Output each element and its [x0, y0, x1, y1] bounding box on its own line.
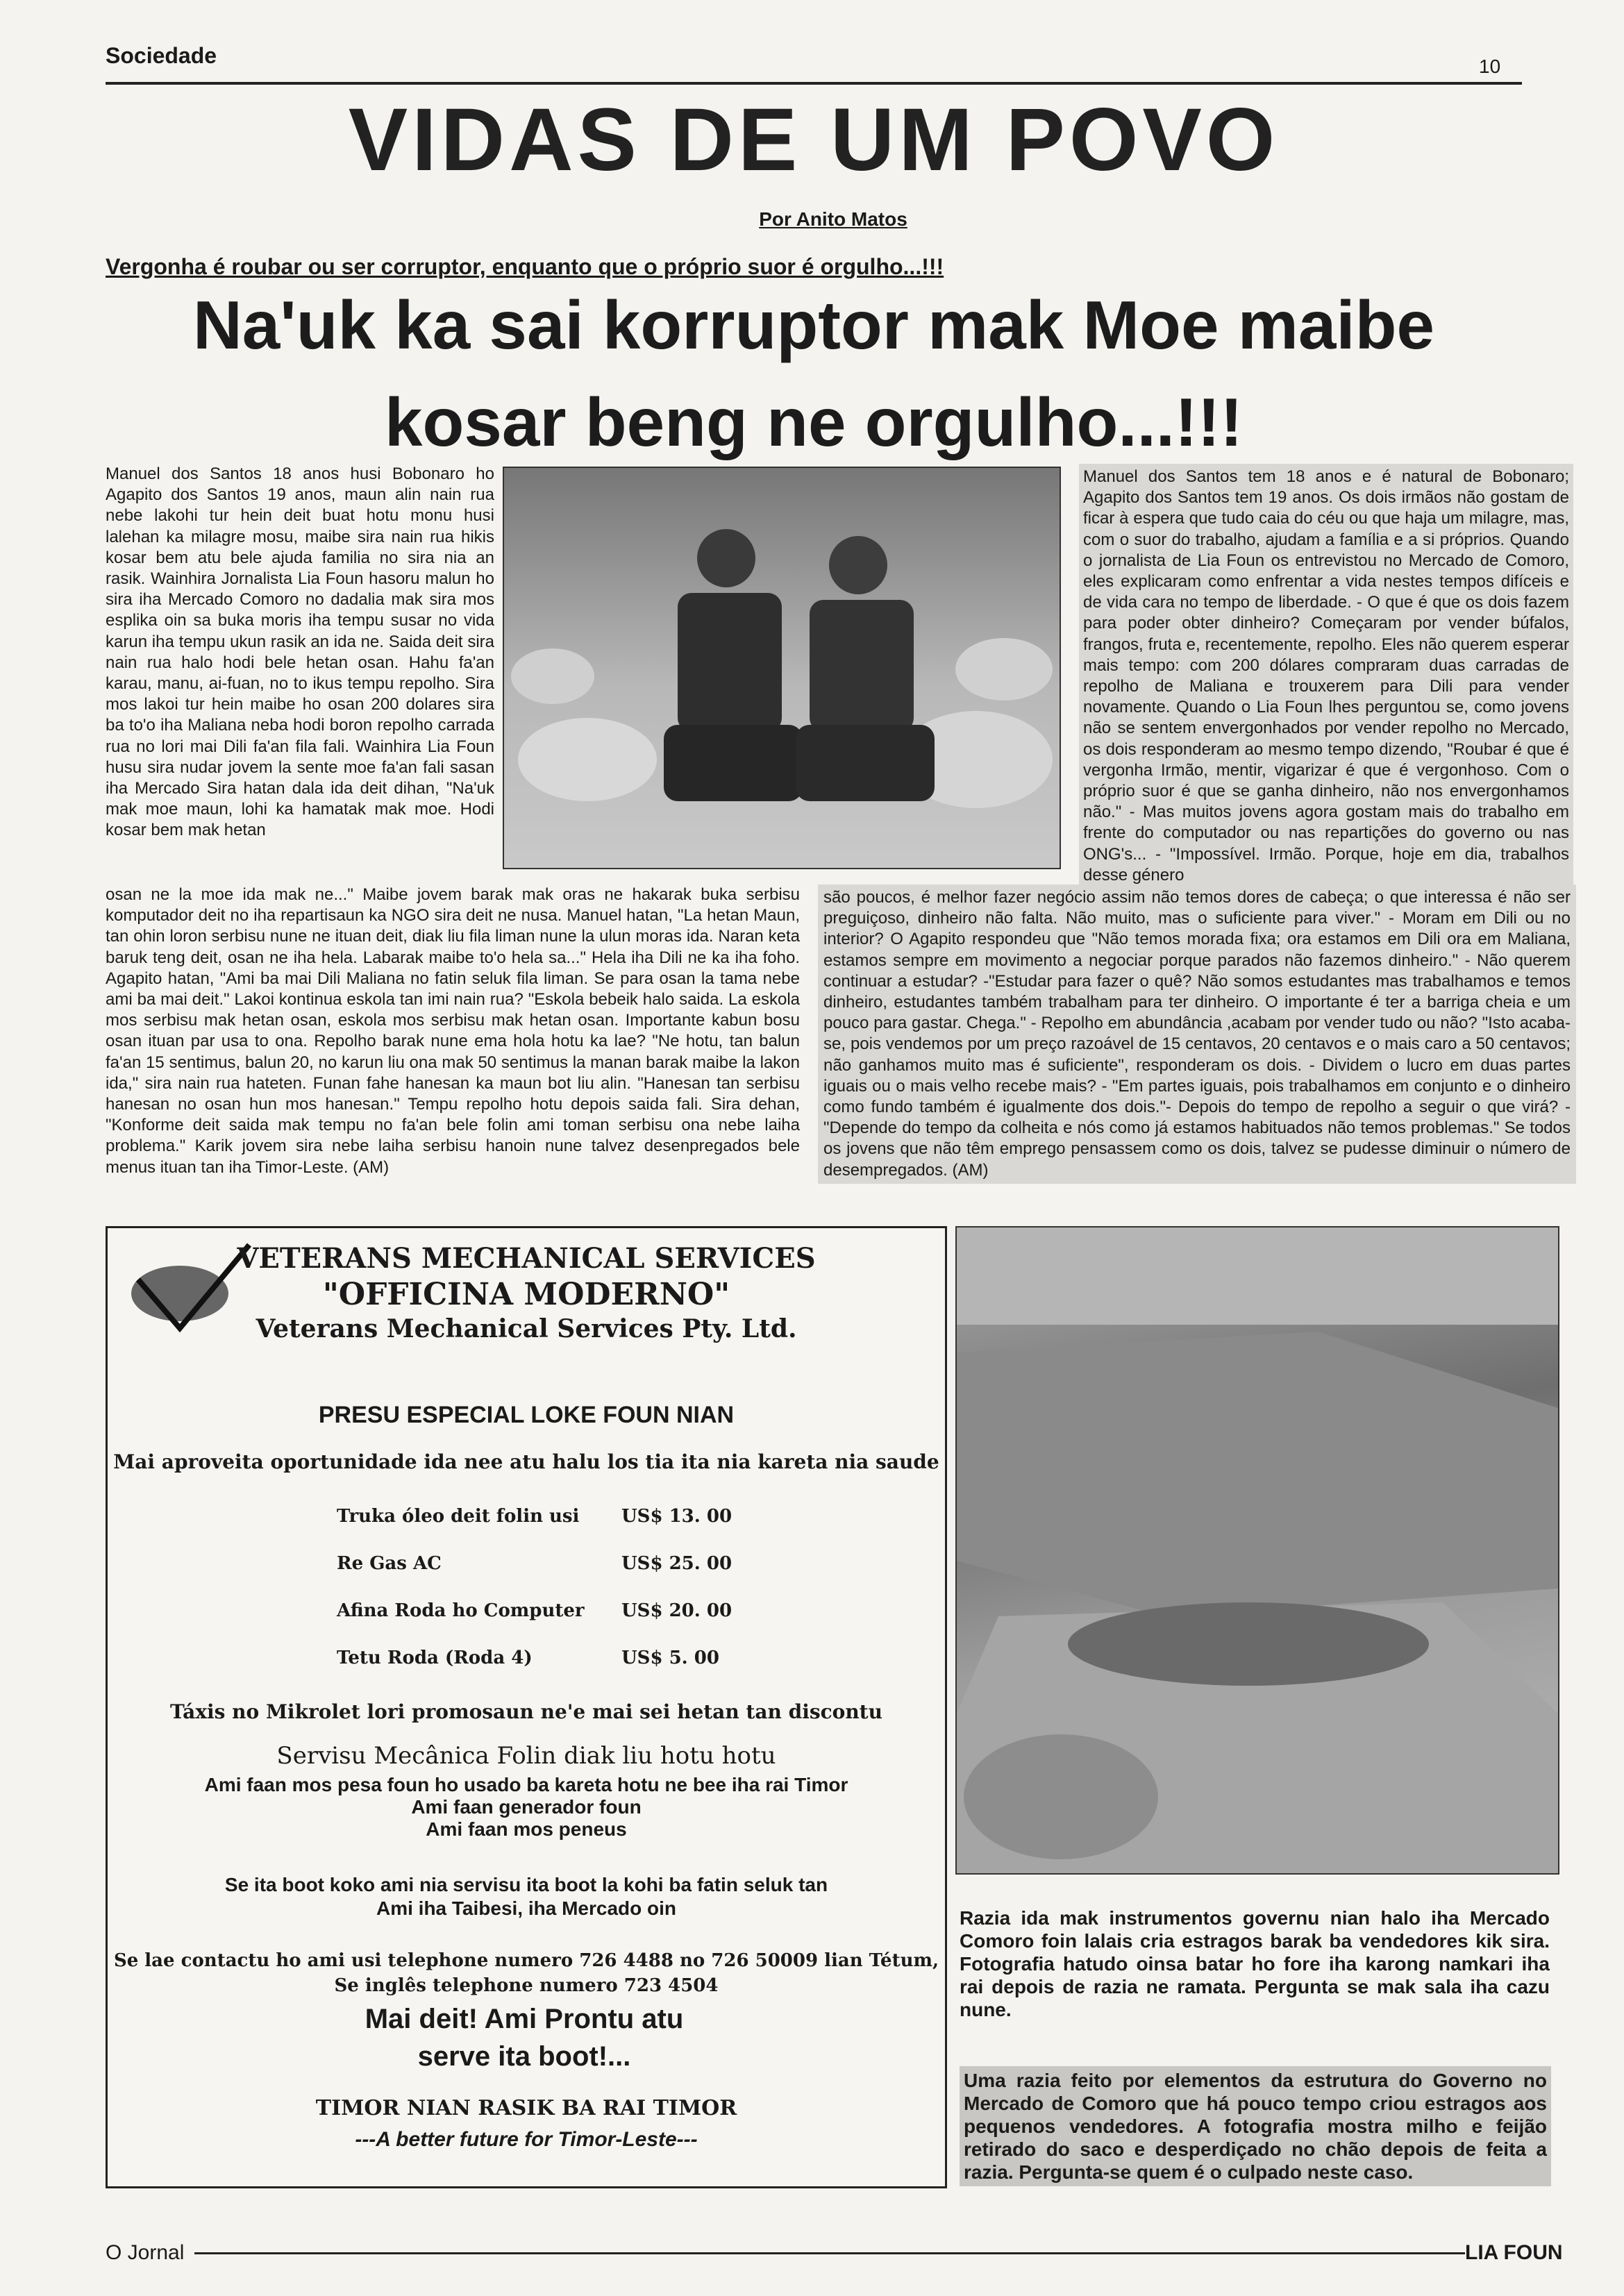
ad-location-2: Ami iha Taibesi, iha Mercado oin [376, 1897, 677, 1919]
header-rule [106, 82, 1522, 85]
main-headline: Na'uk ka sai korruptor mak Moe maibe kosar beng ne orgulho...!!! [193, 287, 1434, 460]
ad-title-2: "OFFICINA MODERNO" [322, 1277, 730, 1312]
tetum-article-part1: Manuel dos Santos 18 anos husi Bobonaro ho Agapito dos Santos 19 anos, maun alin nain rua nebe lakohi tur hein deit buat hotu monu husi lalehan ka milagre mosu, maibe sira nain rua hikis kosar bem atu bele ajuda familia no sira nia an rasik. Wainhira Jornalista Lia Foun hasoru malun ho sira iha Mercado Comoro no dadalia mak sira mos esplika oin sa buka moris iha tempu susar no vida karun iha tempu ukun rasik an ida ne. Saida deit sira nain rua halo hodi bele hetan osan. Hahu fa'an karau, manu, ai-fuan, no to ikus tempu repolho. Sira mos lakoi tur hein maibe ho osan 200 dolares sira ba to'o iha Maliana neba hodi boron repolho carrada rua no lori mai Dili fa'an fila fali. Wainhira Lia Foun husu sira nudar jovem la sente moe fa'an fali sasan iha Mercado Sira hatan dala ida deit dihan, "Na'uk mak moe maun, lohi ka hamatak mak moe. Hodi kosar bem mak hetan [106, 464, 494, 840]
ad-line-2: Ami faan generador foun [411, 1796, 642, 1818]
photo-illustration [504, 468, 1060, 868]
ad-service: Servisu Mecânica Folin diak liu hotu hotu [276, 1742, 776, 1770]
ad-special: PRESU ESPECIAL LOKE FOUN NIAN [318, 1402, 735, 1428]
ad-contact-2: Se inglês telephone numero 723 4504 [334, 1975, 719, 1996]
price-item: Afina Roda ho Computer [337, 1600, 585, 1621]
ad-line-1: Ami faan mos pesa foun ho usado ba kareta hotu ne bee iha rai Timor [204, 1774, 848, 1795]
price-item: Re Gas AC [337, 1553, 442, 1574]
ad-location-1: Se ita boot koko ami nia servisu ita boot la kohi ba fatin seluk tan [224, 1874, 828, 1895]
footer-right: LIA FOUN [1465, 2241, 1563, 2264]
byline: Por Anito Matos [759, 208, 907, 230]
ad-tagline-1: TIMOR NIAN RASIK BA RAI TIMOR [315, 2096, 737, 2120]
price-value: US$ 25. 00 [621, 1553, 733, 1574]
portuguese-article-part2: são poucos, é melhor fazer negócio assim não temos dores de cabeça; o que interessa é não ser preguiçoso, dinheiro não falta. Não muito, mas o suficiente para viver." - Moram em Dili ou no interior? O Agapito respondeu que "Não temos morada fixa; ora estamos em Dili ora em Maliana, estamos sempre em movimento a negociar porque parados não fazemos dinheiro." - Não querem continuar a estudar? -"Estudar para fazer o quê? Não somos estudantes mas trabalhamos e temos dinheiro, estudantes também trabalham para ter dinheiro. O importante é ter a barriga cheia e um pouco para gastar. Chega." - Repolho em abundância ,acabam por vender tudo ou não? "Isto acaba-se, pois vendemos por um preço razoável de 15 centavos, 20 centavos e o mais caro a 50 centavos; não ganhamos muito mas é suficiente", responderam os dois. - Dividem o lucro em duas partes iguais ou o mais velho recebe mais? - "Em partes iguais, pois trabalhamos em conjunto e o dinheiro como fundo também é igualmente dos dois."- Depois do tempo de repolho a seguir o que virá? - "Depende do tempo da colheita e nós como já estamos habituados não temos problemas." Se todos os jovens que não têm emprego pensassem como os dois, talvez se pudesse diminuir o número de desempregados. (AM) [818, 885, 1576, 1184]
ad-cta: Mai deit! Ami Prontu atu serve ita boot!... [365, 2004, 684, 2072]
section-label: Sociedade [106, 43, 217, 68]
page-number: 10 [1479, 56, 1501, 77]
ad-line-3: Ami faan mos peneus [426, 1818, 627, 1840]
ad-taxis: Táxis no Mikrolet lori promosaun ne'e mai sei hetan tan discontu [170, 1700, 882, 1723]
photo-illustration [957, 1227, 1558, 1873]
photo-two-young-men [503, 467, 1061, 869]
photo-caption-tetum: Razia ida mak instrumentos governu nian halo iha Mercado Comoro foin lalais cria estragos barak ba vendedores kik sira. Fotografia hatudo oinsa batar ho fore iha karong namkari iha rai depois de razia ne ramata. Pergunta se mak sala iha cazu nune. [960, 1907, 1550, 2020]
subheadline: Vergonha é roubar ou ser corruptor, enquanto que o próprio suor é orgulho...!!! [106, 254, 944, 279]
price-value: US$ 5. 00 [621, 1648, 719, 1668]
ad-tagline-2: ---A better future for Timor-Leste--- [355, 2128, 698, 2151]
photo-market-raid [955, 1226, 1559, 1875]
price-item: Tetu Roda (Roda 4) [337, 1648, 533, 1668]
ad-contact-1: Se lae contactu ho ami usi telephone numero 726 4488 no 726 50009 lian Tétum, [113, 1950, 939, 1971]
ad-title-3: Veterans Mechanical Services Pty. Ltd. [256, 1314, 797, 1343]
price-item: Truka óleo deit folin usi [337, 1506, 580, 1527]
tetum-article-part2: osan ne la moe ida mak ne..." Maibe jovem barak mak oras ne hakarak buka serbisu komputador deit no iha repartisaun ka NGO sira deit ne nusa. Manuel hatan, "La hetan Maun, tan ohin loron serbisu nune ne ituan deit, diak liu fila liman nune la ulun moras ida. Naran keta baruk teng deit, osan ne iha hela. Labarak maibe to'o hela sa..." Hela iha Dili ne ka iha foho. Agapito hatan, "Ami ba mai Dili Maliana no fatin seluk fila liman. Se para osan la tama nebe ami ba mai deit." Lakoi kontinua eskola tan imi nain rua? "Eskola bebeik halo saida. La eskola mos serbisu mak hetan osan, eskola mos serbisu mak hetan osan. Importante kabun bosu osan ituan par usa to ona. Repolho barak nune ema hola hotu ka lae? "Ne hotu, tan balun fa'an 15 sentimus, balun 20, no karun liu ona mak 50 sentimus la manan barak maibe la lakon ida," sira nain rua hateten. Funan fahe hanesan ka maun bot liu alin. "Hanesan tan serbisu hanesan no osan hun mos hanesan." Tempu repolho hotu depois saida fali. Sira dehan, "Konforme deit saida mak tempu no fa'an bele folin ami toman serbisu ona nebe laiha problema." Karik jovem sira nebe laiha serbisu hanoin nune talvez desenpregados bele menus ituan tan iha Timor-Leste. (AM) [106, 885, 800, 1177]
page-headline: VIDAS DE UM POVO [348, 90, 1280, 190]
photo-caption-portuguese: Uma razia feito por elementos da estrutura do Governo no Mercado de Comoro que há pouco tempo criou estragos aos pequenos vendedores. A fotografia mostra milho e feijão retirado do saco e desperdiçado no chão depois de feita a razia. Pergunta-se quem é o culpado neste caso. [960, 2066, 1551, 2186]
advertisement-box [106, 1226, 947, 2188]
price-value: US$ 20. 00 [621, 1600, 733, 1621]
footer-rule [194, 2252, 1465, 2254]
ad-invite: Mai aproveita oportunidade ida nee atu halu los tia ita nia kareta nia saude [113, 1450, 939, 1473]
ad-title-1: VETERANS MECHANICAL SERVICES [237, 1242, 816, 1275]
portuguese-article-part1: Manuel dos Santos tem 18 anos e é natural de Bobonaro; Agapito dos Santos tem 19 anos. Os dois irmãos não gostam de ficar à espera que tudo caia do céu ou que haja um milagre, mas, com o suor do trabalho, ajudam a família e a si próprios. Quando o jornalista de Lia Foun os entrevistou no Mercado de Comoro, eles explicaram como enfrentar a vida nestes tempos difíceis e de vida cara no tempo de liberdade. - O que é que os dois fazem para poder obter dinheiro? Começaram por vender búfalos, frangos, fruta e, recentemente, repolho. Eles não querem esperar mais tempo: com 200 dólares compraram duas carradas de repolho de Maliana e trouxerem para Dili para vender novamente. Quando o Lia Foun lhes perguntou se, como jovens não se sentem envergonhados por vender repolho no Mercado, os dois responderam ao mesmo tempo dizendo, "Roubar é que é vergonha Irmão, mentir, vigarizar é que é vergonhoso. Com o próprio suor é que se ganha dinheiro, não nos envergonhamos não." - Mas muitos jovens agora gostam mais do trabalho em frente do computador ou nas repartições do governo ou nas ONG's... - "Impossível. Irmão. Porque, hoje em dia, trabalhos desse género [1079, 464, 1573, 889]
price-value: US$ 13. 00 [621, 1506, 733, 1527]
footer-left: O Jornal [106, 2241, 185, 2264]
